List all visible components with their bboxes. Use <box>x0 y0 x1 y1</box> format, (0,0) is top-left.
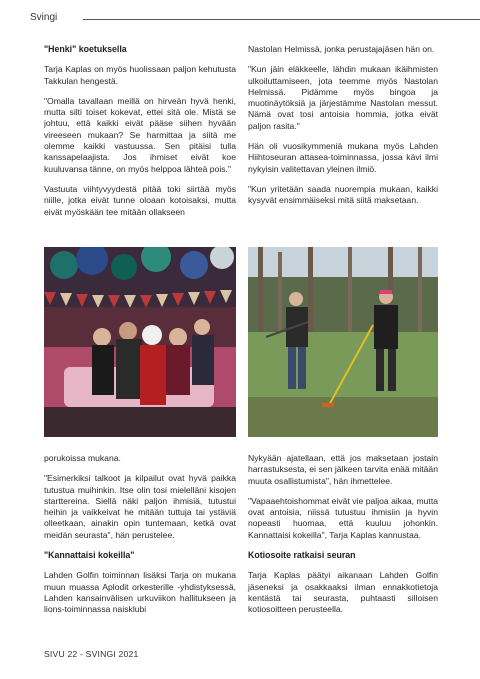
paragraph: "Esimerkiksi talkoot ja kilpailut ovat hyvä paikka tutustua muihinkin. Itse olin tosi mielelläni kisojen starttereina. Siellä näki paljon ihmisiä, tutustui heihin ja vaikkeivat he mitään tuttuja tai ystäviä olleetkaan, ainakin opin tuntemaan, ketkä ovat meidän seurasta", hän perustelee. <box>44 473 236 540</box>
paragraph: Tarja Kaplas päätyi aikanaan Lahden Golfin jäseneksi ja osakkaaksi ilman ennakkotietoja kentästä tai seurasta, puhtaasti silloisen kotiosoitteen perusteella. <box>248 570 438 615</box>
paragraph: Nastolan Helmissä, jonka perustajajäsen hän on. <box>248 44 435 54</box>
volunteers-photo <box>248 247 438 437</box>
paragraph: "Kun yritetään saada nuorempia mukaan, kaikki kysyvät ensimmäiseksi mitä siitä maksetaan. <box>248 183 438 206</box>
section-heading-kannattaisi: "Kannattaisi kokeilla" <box>44 550 135 561</box>
right-column-top <box>248 44 438 216</box>
section-heading-kotiosoite: Kotiosoite ratkaisi seuran <box>248 550 356 561</box>
paragraph: Tarja Kaplas on myös huolissaan paljon kehutusta Takkulan hengestä. <box>44 64 236 86</box>
paragraph: Vastuuta viihtyvyydestä pitää toki siirtää myös niille, jotka eivät tunne oloaan kotoisaksi, mutta eivät myöskään tee mitään ollakseen <box>44 183 236 217</box>
page-footer: SIVU 22 - SVINGI 2021 <box>44 649 139 659</box>
paragraph: Lahden Golfin toiminnan lisäksi Tarja on mukana muun muassa Aplodit orkesterille -yhdistyksessä, Lahden kansainvälisen urkuviikon hallitukseen ja lions-toiminnassa naisklubi <box>44 570 236 615</box>
section-heading-henki: "Henki" koetuksella <box>44 44 127 54</box>
left-column-top <box>44 44 236 227</box>
paragraph: Hän oli vuosikymmeniä mukana myös Lahden Hiihtoseuran attasea-toiminnassa, jossa kävi ilmi nykyisin valitettavan yleinen ilmiö. <box>248 141 438 174</box>
right-column-bottom <box>248 453 438 625</box>
party-photo <box>44 247 236 437</box>
paragraph: "Vapaaehtoishommat eivät vie paljoa aikaa, mutta ovat antoisia, niissä tutustuu ihmisiin ja hyvin nopeasti huomaa, että kuuluu johonkin. Kannattaisi kokeilla", Tarja Kaplas kannustaa. <box>248 495 438 540</box>
paragraph: "Kun jäin eläkkeelle, lähdin mukaan ikäihmisten ulkoiluttamiseen, jota teemme myös Nastolan Helmissä. Pidämme myös bingoa ja muotinäytöksiä ja järjestämme Nastolan messut. Nämä ovat tosi antoisia hommia, jotka eivät paljon rasita." <box>248 64 438 131</box>
header-rule <box>83 19 480 20</box>
paragraph: "Omalla tavallaan meillä on hirveän hyvä henki, mutta silti toiset kokevat, ettei sitä ole. Mistä se johtuu, että kaikki eivät pääse siihen hyvään vireeseen mukaan? Se harmittaa ja siitä me olemme kaikki vastuussa. Sen pitäisi tulla kanssapelaajista. Jos ihmiset eivät koe kuuluvansa tänne, on myös helppoa lähteä pois." <box>44 95 236 174</box>
left-column-bottom <box>44 453 236 625</box>
paragraph: Nykyään ajatellaan, että jos maksetaan jostain harrastuksesta, ei sen jälkeen tarvita enää mitään muuta osallistumista", hän ihmettelee. <box>248 453 438 486</box>
magazine-brand: Svingi <box>30 12 58 23</box>
paragraph: porukoissa mukana. <box>44 453 121 463</box>
